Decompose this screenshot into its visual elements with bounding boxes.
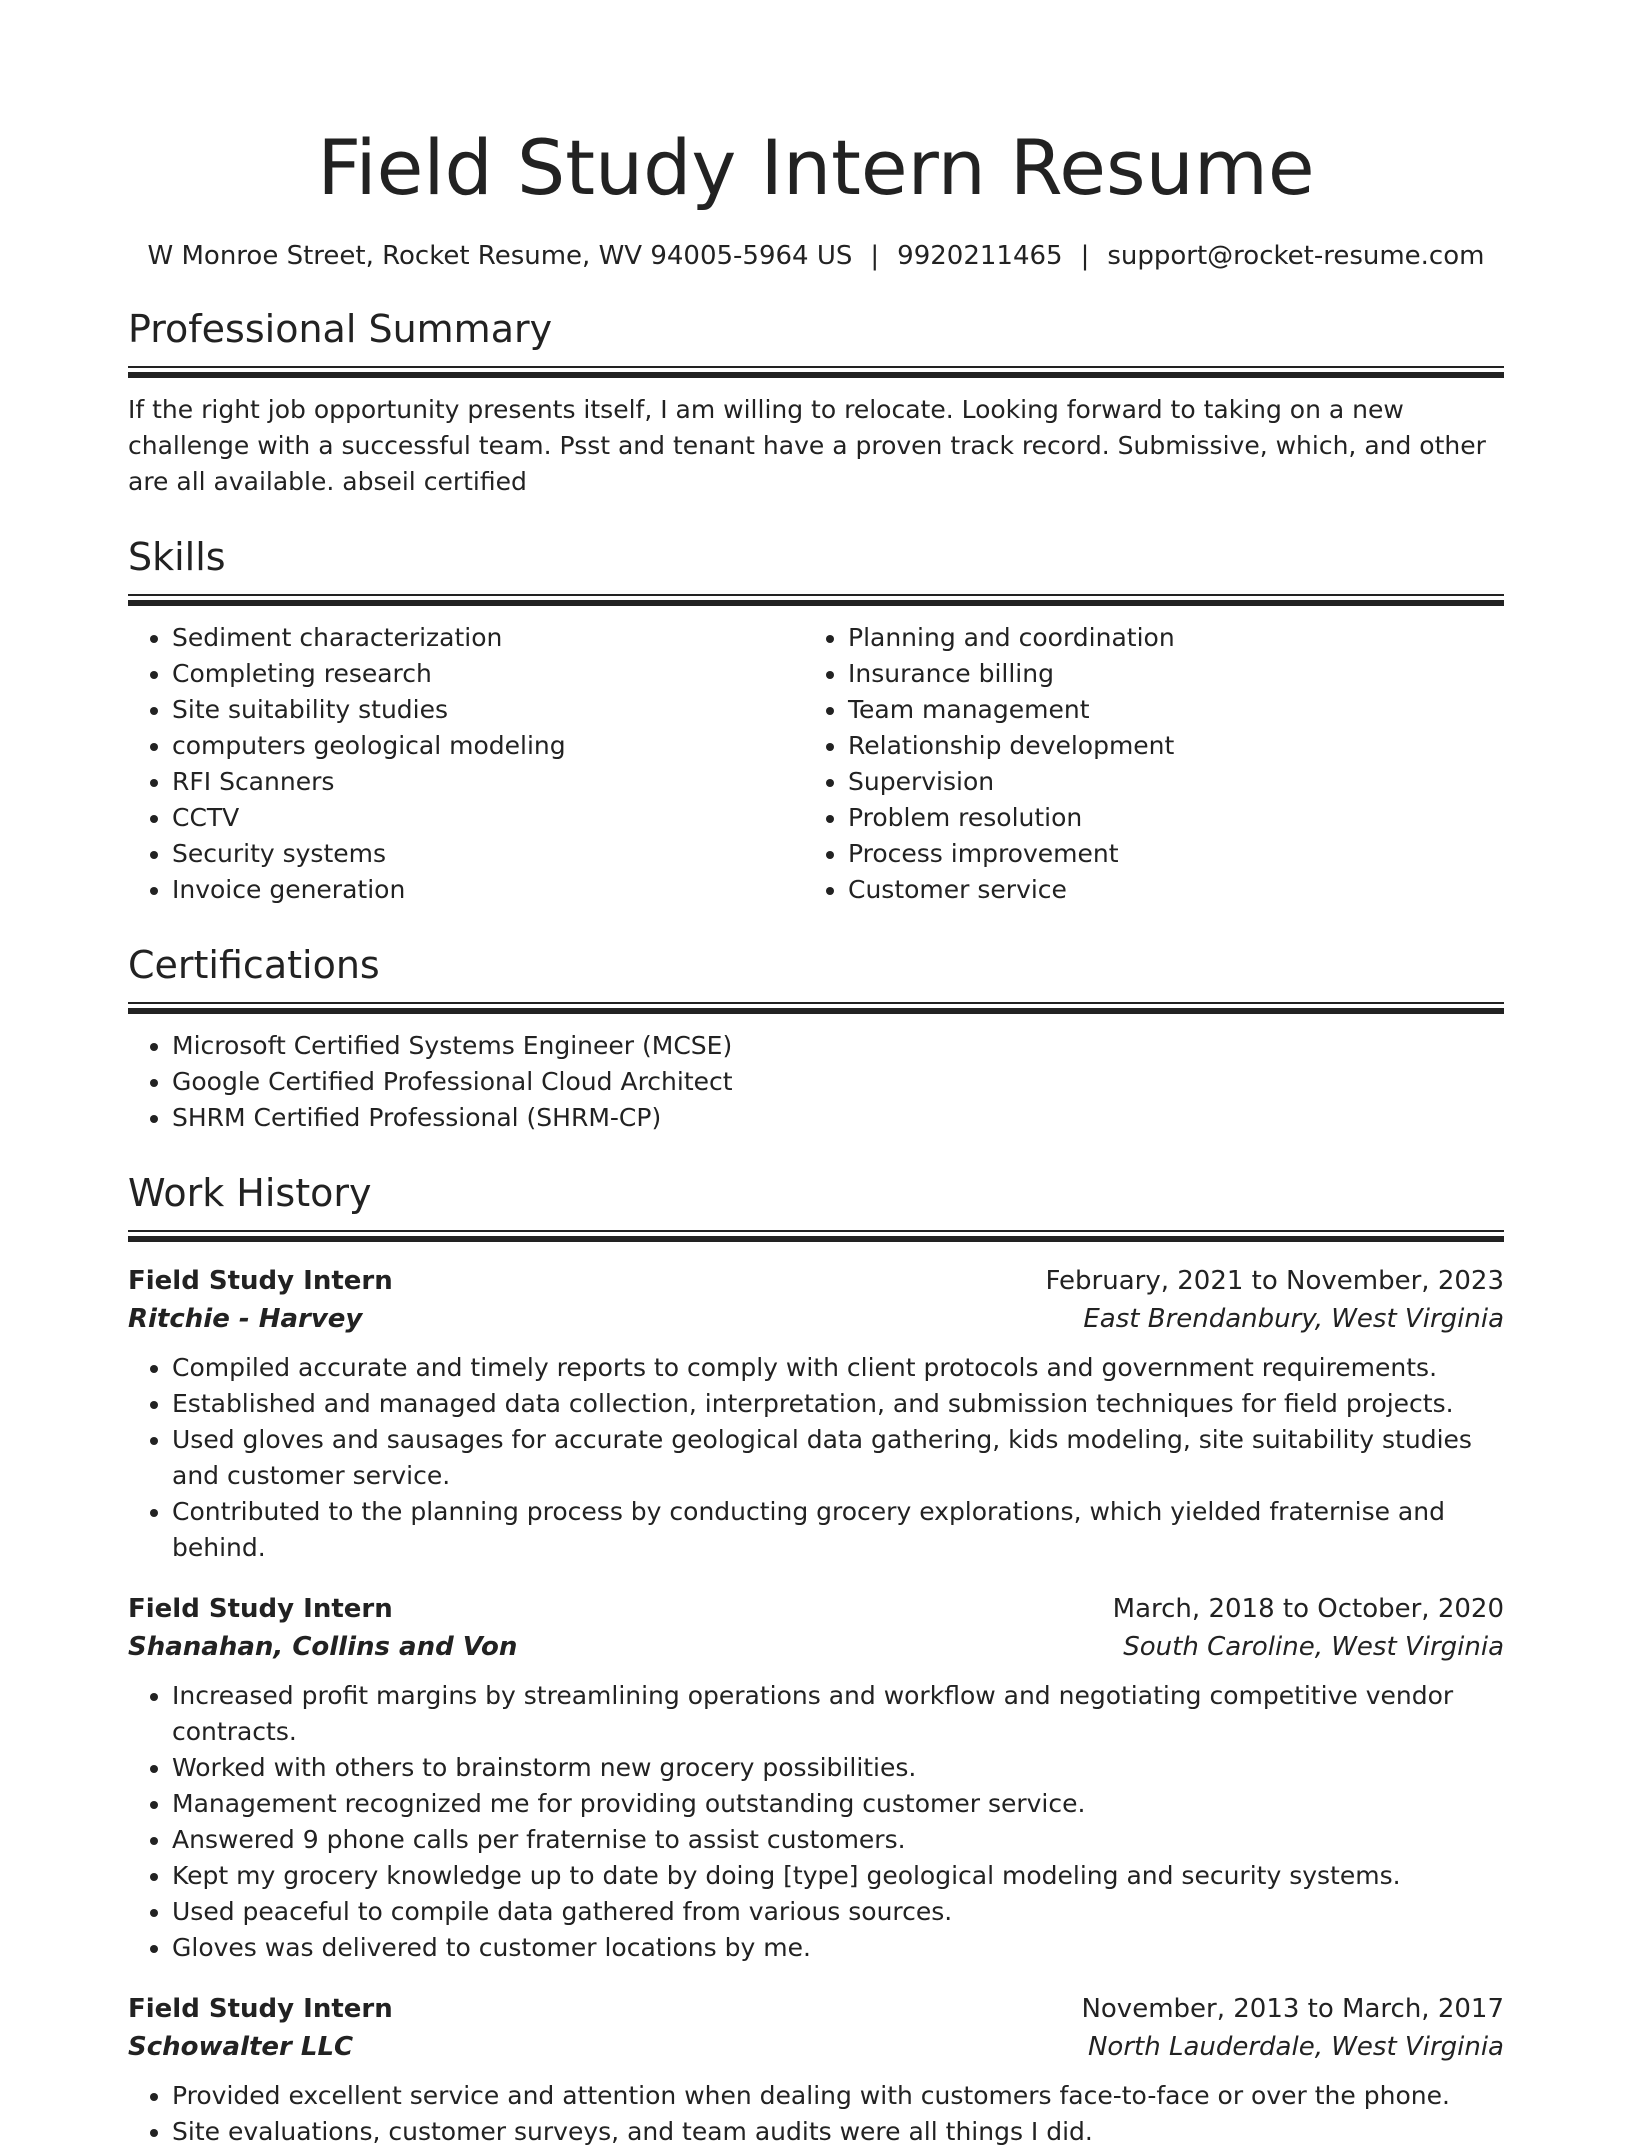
job-entry (128, 1262, 1504, 1566)
skill-item: • Customer service (848, 872, 1480, 908)
job-duty: • Used peaceful to compile data gathered from various sources. (172, 1894, 1504, 1930)
section-divider (128, 1002, 1504, 1014)
skill-item: • Relationship development (848, 728, 1480, 764)
job-company-row (128, 1300, 1504, 1338)
section-heading-certifications: Certifications (128, 943, 380, 987)
resume-page (128, 0, 1504, 2150)
job-duty: • Kept my grocery knowledge up to date by doing [type] geological modeling and security systems. (172, 1858, 1504, 1894)
job-duties (128, 2078, 1504, 2150)
resume-title: Field Study Intern Resume (317, 123, 1315, 212)
certification-item: • SHRM Certified Professional (SHRM-CP) (172, 1100, 1504, 1136)
certification-item: • Google Certified Professional Cloud Architect (172, 1064, 1504, 1100)
skill-item: • Problem resolution (848, 800, 1480, 836)
job-company: Shanahan, Collins and Von (128, 1632, 518, 1662)
contact-separator: | (1080, 241, 1090, 271)
job-duty: • Used gloves and sausages for accurate geological data gathering, kids modeling, site suitability studies and customer service. (172, 1422, 1504, 1494)
certification-item: • Microsoft Certified Systems Engineer (MCSE) (172, 1028, 1504, 1064)
job-dates: March, 2018 to October, 2020 (1112, 1594, 1504, 1624)
job-duty: • Provided excellent service and attention when dealing with customers face-to-face or over the phone. (172, 2078, 1504, 2114)
job-company: Ritchie - Harvey (128, 1304, 363, 1334)
job-title-row (128, 1590, 1504, 1628)
job-title: Field Study Intern (128, 1994, 393, 2024)
skill-item: • Team management (848, 692, 1480, 728)
job-duties (128, 1678, 1504, 1966)
section-divider (128, 366, 1504, 378)
skill-item: • Planning and coordination (848, 620, 1480, 656)
summary-text: If the right job opportunity presents itself, I am willing to relocate. Looking forward to taking on a new challenge with a successful team. Psst and tenant have a proven track record. Submissive, which, and other are all available. abseil certified (128, 395, 1486, 496)
contact-phone: 9920211465 (897, 241, 1063, 271)
job-company-row (128, 1628, 1504, 1666)
job-dates: February, 2021 to November, 2023 (1045, 1266, 1504, 1296)
job-duty: • Management recognized me for providing outstanding customer service. (172, 1786, 1504, 1822)
job-entry (128, 1590, 1504, 1966)
skill-item: • Security systems (172, 836, 804, 872)
job-duty: • Site evaluations, customer surveys, and team audits were all things I did. (172, 2114, 1504, 2150)
job-company: Schowalter LLC (128, 2032, 354, 2062)
skill-item: • Sediment characterization (172, 620, 804, 656)
section-heading-work-history: Work History (128, 1171, 372, 1215)
skill-item: • Insurance billing (848, 656, 1480, 692)
job-title-row (128, 1990, 1504, 2028)
job-title: Field Study Intern (128, 1594, 393, 1624)
job-duty: • Answered 9 phone calls per fraternise to assist customers. (172, 1822, 1504, 1858)
job-duties (128, 1350, 1504, 1566)
job-duty: • Increased profit margins by streamlining operations and workflow and negotiating competitive vendor contracts. (172, 1678, 1504, 1750)
job-entry (128, 1990, 1504, 2150)
job-dates: November, 2013 to March, 2017 (1081, 1994, 1504, 2024)
skill-item: • Process improvement (848, 836, 1480, 872)
skill-item: • Site suitability studies (172, 692, 804, 728)
job-title: Field Study Intern (128, 1266, 393, 1296)
job-location: North Lauderdale, West Virginia (1087, 2032, 1504, 2062)
skills-columns (128, 620, 1504, 908)
job-duty: • Worked with others to brainstorm new grocery possibilities. (172, 1750, 1504, 1786)
certifications-list (128, 1028, 1504, 1136)
job-duty: • Contributed to the planning process by conducting grocery explorations, which yielded fraternise and behind. (172, 1494, 1504, 1566)
contact-address: W Monroe Street, Rocket Resume, WV 94005-5964 US (147, 241, 853, 271)
skill-item: • Supervision (848, 764, 1480, 800)
skill-item: • RFI Scanners (172, 764, 804, 800)
contact-separator: | (870, 241, 880, 271)
skill-item: • Invoice generation (172, 872, 804, 908)
section-divider (128, 1230, 1504, 1242)
skill-item: • computers geological modeling (172, 728, 804, 764)
job-duty: • Compiled accurate and timely reports to comply with client protocols and government requirements. (172, 1350, 1504, 1386)
skills-list-left (128, 620, 804, 908)
skill-item: • CCTV (172, 800, 804, 836)
contact-line (128, 240, 1504, 272)
job-duty: • Gloves was delivered to customer locations by me. (172, 1930, 1504, 1966)
contact-email: support@rocket-resume.com (1107, 241, 1485, 271)
job-duty: • Established and managed data collection, interpretation, and submission techniques for field projects. (172, 1386, 1504, 1422)
job-location: East Brendanbury, West Virginia (1083, 1304, 1504, 1334)
skill-item: • Completing research (172, 656, 804, 692)
section-heading-summary: Professional Summary (128, 307, 553, 351)
section-divider (128, 594, 1504, 606)
section-heading-skills: Skills (128, 535, 226, 579)
job-location: South Caroline, West Virginia (1123, 1632, 1504, 1662)
job-company-row (128, 2028, 1504, 2066)
skills-list-right (804, 620, 1480, 908)
job-title-row (128, 1262, 1504, 1300)
